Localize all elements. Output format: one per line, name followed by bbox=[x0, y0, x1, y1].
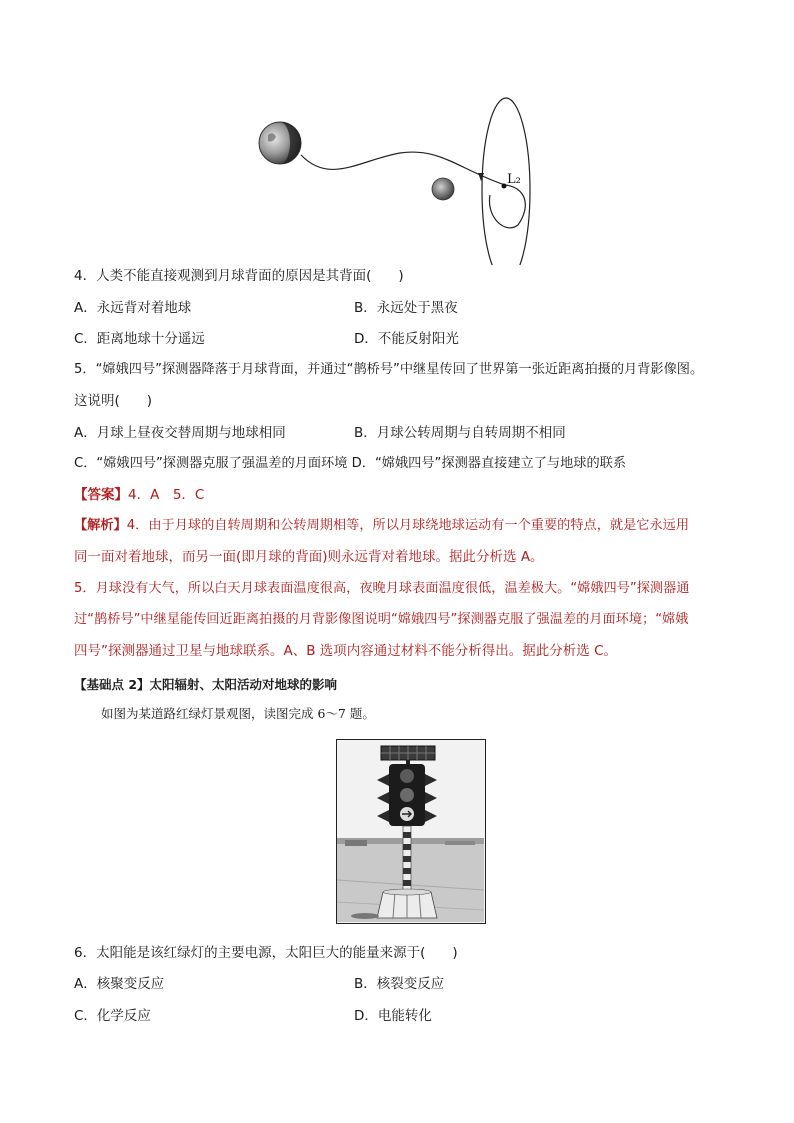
pole-base bbox=[377, 889, 437, 918]
q4-option-a: A．永远背对着地球 bbox=[74, 300, 192, 316]
analysis-text-1: 4．由于月球的自转周期和公转周期相等，所以月球绕地球运动有一个重要的特点，就是它永远用 bbox=[126, 518, 690, 533]
question-6-stem: 6．太阳能是该红绿灯的主要电源，太阳巨大的能量来源于( ) bbox=[74, 945, 458, 961]
analysis-line3: 5．月球没有大气，所以白天月球表面温度很高，夜晚月球表面温度很低，温差极大。“嫦娥四号”探测器通 bbox=[74, 581, 690, 596]
earth bbox=[259, 122, 301, 164]
question-4-stem: 4．人类不能直接观测到月球背面的原因是其背面( ) bbox=[74, 268, 404, 284]
traffic-light-illustration bbox=[337, 740, 484, 922]
q4-option-c: C．距离地球十分遥远 bbox=[74, 331, 205, 347]
q6-option-a: A．核聚变反应 bbox=[74, 976, 165, 992]
analysis-line4: 过“鹊桥号”中继星能传回近距离拍摄的月背影像图说明“嫦娥四号”探测器克服了强温差的月面环境；“嫦娥 bbox=[74, 612, 689, 627]
answer-label: 【答案】 bbox=[74, 487, 128, 503]
q4-option-b: B．永远处于黑夜 bbox=[354, 300, 458, 316]
answer-text: 4．A 5．C bbox=[128, 487, 205, 503]
orbit-direction-arrow bbox=[478, 173, 484, 181]
analysis-line5: 四号”探测器通过卫星与地球联系。A、B 选项内容通过材料不能分析得出。据此分析选 C。 bbox=[74, 643, 617, 659]
q6-option-b: B．核裂变反应 bbox=[354, 976, 445, 992]
figure-intro: 如图为某道路红绿灯景观图，读图完成 6～7 题。 bbox=[101, 706, 375, 721]
l2-large-ellipse-orbit bbox=[482, 98, 530, 265]
relay-transfer-trajectory bbox=[301, 152, 505, 185]
striped-pole bbox=[403, 826, 411, 892]
question-5-stem-line1: 5．“嫦娥四号”探测器降落于月球背面，并通过“鹊桥号”中继星传回了世界第一张近距离拍摄的月背影像图。 bbox=[74, 362, 704, 377]
q4-option-d: D．不能反射阳光 bbox=[354, 331, 459, 347]
analysis-label: 【解析】 bbox=[74, 518, 127, 533]
moon bbox=[432, 178, 454, 200]
analysis-line2: 同一面对着地球，而另一面(即月球的背面)则永远背对着地球。据此分析选 A。 bbox=[74, 549, 544, 565]
q6-option-c: C．化学反应 bbox=[74, 1008, 151, 1024]
traffic-light-photo bbox=[336, 739, 486, 924]
l2-label: L₂ bbox=[507, 172, 521, 187]
q5-option-b: B．月球公转周期与自转周期不相同 bbox=[354, 425, 566, 441]
q6-option-d: D．电能转化 bbox=[354, 1008, 432, 1024]
l2-point bbox=[502, 184, 507, 189]
q5-option-a: A．月球上昼夜交替周期与地球相同 bbox=[74, 425, 286, 441]
question-5-stem-line2: 这说明( ) bbox=[74, 393, 153, 409]
analysis-line1 bbox=[74, 516, 689, 536]
q5-options-c-d: C．“嫦娥四号”探测器克服了强温差的月面环境 D．“嫦娥四号”探测器直接建立了与地球的联系 bbox=[74, 456, 627, 471]
section-heading: 【基础点 2】太阳辐射、太阳活动对地球的影响 bbox=[74, 677, 338, 692]
solar-panel bbox=[381, 746, 435, 760]
answer-line bbox=[74, 485, 204, 505]
earth-moon-l2-orbit-diagram bbox=[250, 95, 540, 265]
l2-halo-orbit bbox=[489, 185, 525, 228]
